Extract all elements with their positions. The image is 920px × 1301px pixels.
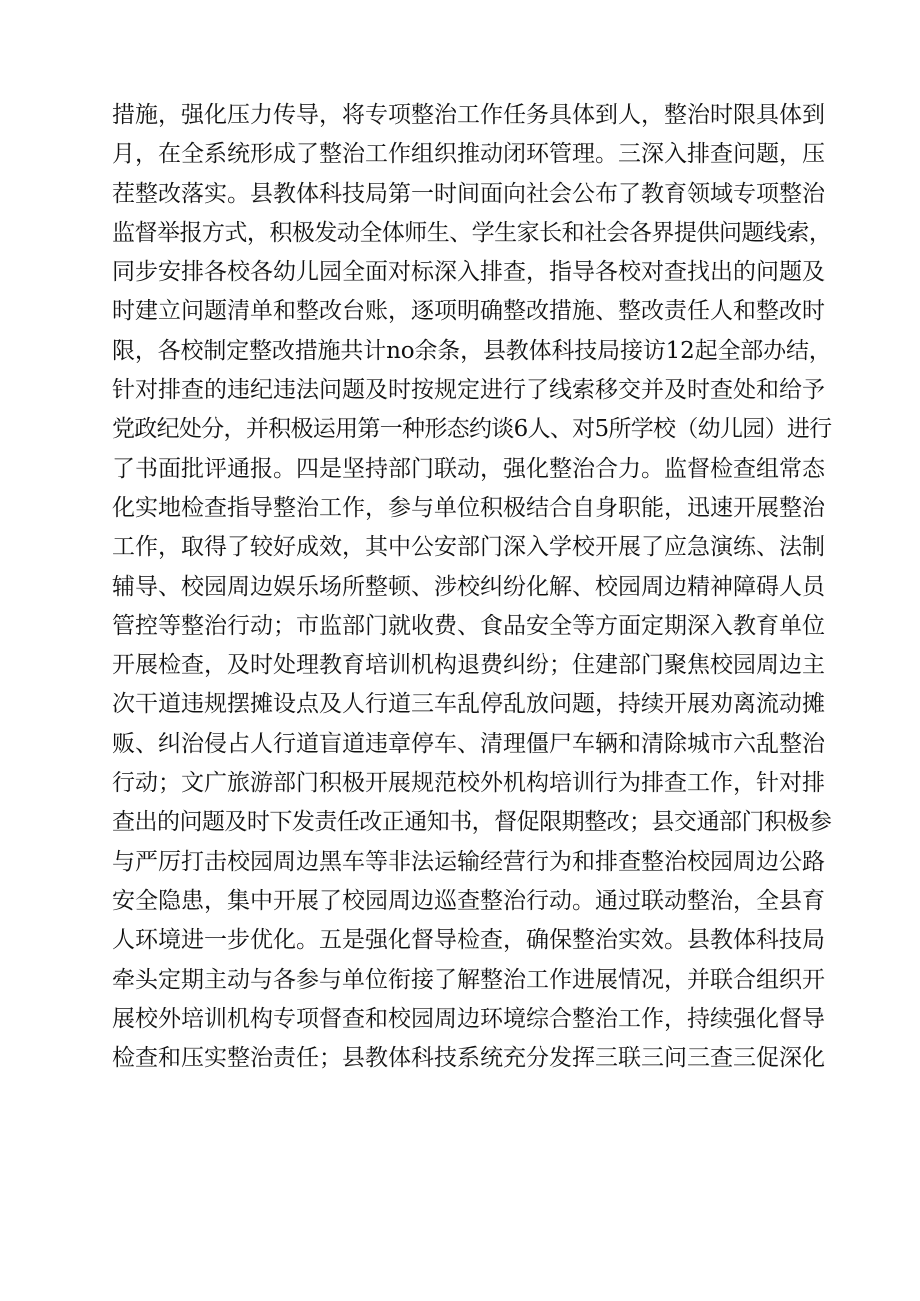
text-line: 茬整改落实。县教体科技局第一时间面向社会公布了教育领域专项整治	[112, 180, 825, 207]
text-line: 月，在全系统形成了整治工作组织推动闭环管理。三深入排查问题，压	[112, 141, 825, 168]
text-line: 检查和压实整治责任；县教体科技系统充分发挥三联三问三查三促深化	[112, 1045, 825, 1072]
text-line: 针对排查的违纪违法问题及时按规定进行了线索移交并及时查处和给予	[112, 377, 825, 404]
text-line: 管控等整治行动；市监部门就收费、食品安全等方面定期深入教育单位	[112, 612, 825, 639]
text-line: 与严厉打击校园周边黑车等非法运输经营行为和排查整治校园周边公路	[112, 848, 825, 875]
text-line: 牵头定期主动与各参与单位衔接了解整治工作进展情况，并联合组织开	[112, 966, 825, 993]
text-line: 工作，取得了较好成效，其中公安部门深入学校开展了应急演练、法制	[112, 534, 825, 561]
text-line: 措施，强化压力传导，将专项整治工作任务具体到人，整治时限具体到	[112, 102, 825, 128]
text-line: 次干道违规摆摊设点及人行道三车乱停乱放问题，持续开展劝离流动摊	[112, 691, 825, 718]
text-line: 了书面批评通报。四是坚持部门联动，强化整治合力。监督检查组常态	[112, 455, 825, 482]
text-line: 安全隐患，集中开展了校园周边巡查整治行动。通过联动整治，全县育	[112, 887, 825, 914]
text-line: 开展检查，及时处理教育培训机构退费纠纷；住建部门聚焦校园周边主	[112, 652, 825, 679]
text-line: 党政纪处分，并积极运用第一种形态约谈6人、对5所学校（幼儿园）进行	[112, 416, 832, 443]
text-line: 人环境进一步优化。五是强化督导检查，确保整治实效。县教体科技局	[112, 927, 825, 954]
text-line: 限，各校制定整改措施共计no余条，县教体科技局接访12起全部办结，	[112, 337, 832, 364]
text-line: 时建立问题清单和整改台账，逐项明确整改措施、整改责任人和整改时	[112, 298, 825, 325]
text-line: 行动；文广旅游部门积极开展规范校外机构培训行为排查工作，针对排	[112, 770, 825, 797]
text-line: 贩、纠治侵占人行道盲道违章停车、清理僵尸车辆和清除城市六乱整治	[112, 730, 825, 757]
text-line: 化实地检查指导整治工作，参与单位积极结合自身职能，迅速开展整治	[112, 494, 825, 521]
body-text	[112, 96, 832, 1078]
text-line: 展校外培训机构专项督查和校园周边环境综合整治工作，持续强化督导	[112, 1005, 825, 1032]
text-line: 监督举报方式，积极发动全体师生、学生家长和社会各界提供问题线索，	[112, 219, 832, 246]
text-line: 辅导、校园周边娱乐场所整顿、涉校纠纷化解、校园周边精神障碍人员	[112, 573, 825, 600]
text-line: 同步安排各校各幼儿园全面对标深入排查，指导各校对查找出的问题及	[112, 259, 825, 286]
text-line: 查出的问题及时下发责任改正通知书，督促限期整改；县交通部门积极参	[112, 809, 832, 836]
